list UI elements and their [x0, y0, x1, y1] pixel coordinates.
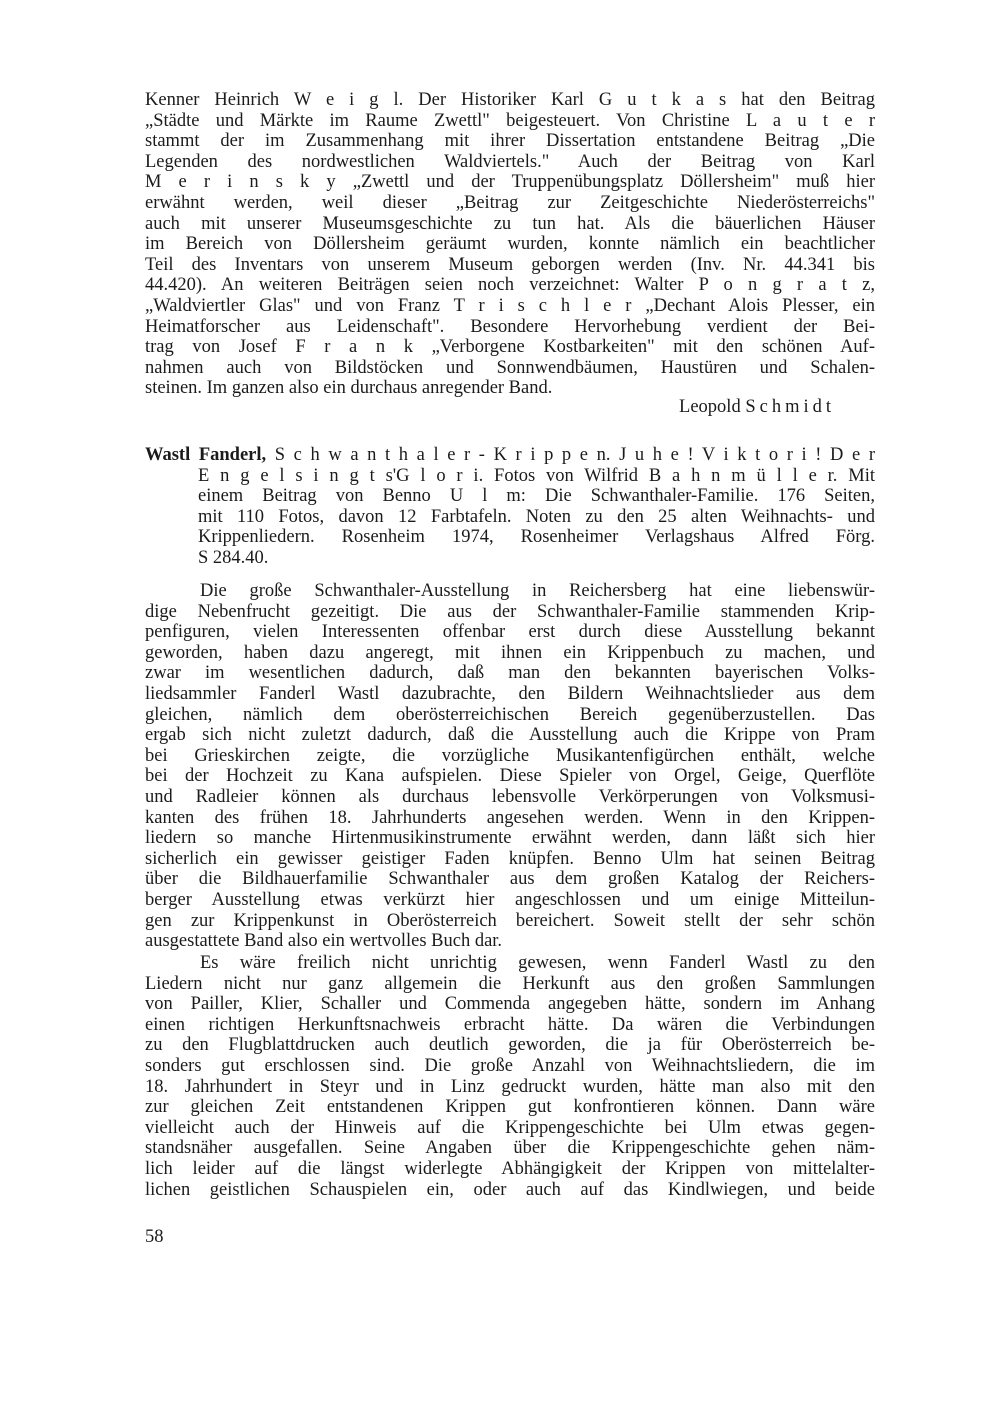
text-line: Kenner Heinrich W e i g l. Der Historiker Karl G u t k a s hat den Beitrag — [145, 90, 875, 110]
page-number: 58 — [145, 1227, 164, 1247]
text-line: steinen. Im ganzen also ein durchaus anregender Band. — [145, 378, 553, 399]
text-line: bei Grieskirchen zeigte, die vorzügliche Musikantenfigürchen enthält, welche — [145, 745, 875, 766]
text-line: M e r i n s k y „Zwettl und der Truppenübungsplatz Döllersheim" muß hier — [145, 172, 875, 193]
text-line: standsnäher ausgefallen. Seine Angaben über die Krippengeschichte gehen näm- — [145, 1138, 875, 1159]
text-line: und Radleier können als durchaus lebensvolle Verkörperungen von Volksmusi- — [145, 786, 875, 807]
text-line: sonders gut erschlossen sind. Die große Anzahl von Weihnachtsliedern, die im — [145, 1055, 875, 1076]
signature-first-name: Leopold — [679, 397, 741, 417]
book-title: S c h w a n t h a l e r - K r i p p e n. J u h e ! V i k t o r i ! D e r — [274, 445, 876, 465]
book-author: Wastl Fanderl, — [145, 445, 267, 465]
text-line: vielleicht auch der Hinweis auf die Krippengeschichte bei Ulm etwas gegen- — [145, 1117, 875, 1138]
text-line: 44.420). An weiteren Beiträgen seien noch verzeichnet: Walter P o n g r a t z, — [145, 275, 875, 296]
text-line: gleichen, nämlich dem oberösterreichischen Bereich gegenüberzustellen. Das — [145, 704, 875, 725]
text-line: Es wäre freilich nicht unrichtig gewesen, wenn Fanderl Wastl zu den — [200, 953, 875, 973]
reviewer-signature — [600, 397, 835, 418]
text-line: dige Nebenfrucht gezeitigt. Die aus der Schwanthaler-Familie stammenden Krip- — [145, 601, 875, 622]
text-line: liedsammler Fanderl Wastl dazubrachte, den Bildern Weihnachtslieder aus dem — [145, 683, 875, 704]
text-line: einem Beitrag von Benno U l m: Die Schwanthaler-Familie. 176 Seiten, — [198, 486, 875, 507]
signature-last-name: Schmidt — [745, 397, 835, 417]
text-line: bei der Hochzeit zu Kana aufspielen. Diese Spieler von Orgel, Geige, Querflöte — [145, 766, 875, 787]
text-line: ausgestattete Band also ein wertvolles Buch dar. — [145, 931, 503, 952]
text-line: lichen geistlichen Schauspielen ein, oder auch auf das Kindlwiegen, und beide — [145, 1179, 875, 1200]
text-line: nahmen auch von Bildstöcken und Sonnwendbäumen, Haustüren und Schalen- — [145, 357, 875, 378]
text-line: im Bereich von Döllersheim geräumt wurden, konnte nämlich ein beachtlicher — [145, 234, 875, 255]
text-line: E n g e l s i n g t s'G l o r i. Fotos von Wilfrid B a h n m ü l l e r. Mit — [198, 465, 875, 486]
text-line: zu den Flugblattdrucken auch deutlich geworden, die ja für Oberösterreich be- — [145, 1035, 875, 1056]
text-line: penfiguren, vielen Interessenten offenbar erst durch diese Ausstellung bekannt — [145, 622, 875, 643]
text-line — [145, 445, 875, 466]
review-paragraph-1 — [145, 581, 875, 952]
text-line: Krippenliedern. Rosenheim 1974, Rosenheimer Verlagshaus Alfred Förg. — [198, 527, 875, 548]
review-paragraph-weigl — [145, 90, 875, 399]
text-line: mit 110 Fotos, davon 12 Farbtafeln. Noten zu den 25 alten Weihnachts- und — [198, 506, 875, 527]
text-line: 18. Jahrhundert in Steyr und in Linz gedruckt wurden, hätte man also mit den — [145, 1076, 875, 1097]
text-line: Heimatforscher aus Leidenschaft". Besondere Hervorhebung verdient der Bei- — [145, 316, 875, 337]
text-line: liedern so manche Hirtenmusikinstrumente erwähnt werden, dann läßt sich hier — [145, 828, 875, 849]
text-line: Legenden des nordwestlichen Waldviertels." Auch der Beitrag von Karl — [145, 151, 875, 172]
text-line: über die Bildhauerfamilie Schwanthaler aus dem großen Katalog der Reichers- — [145, 869, 875, 890]
text-line: trag von Josef F r a n k „Verborgene Kostbarkeiten" mit den schönen Auf- — [145, 337, 875, 358]
bibliographic-entry — [145, 445, 875, 569]
text-line: geworden, haben dazu angeregt, mit ihnen ein Krippenbuch zu machen, und — [145, 642, 875, 663]
text-line: sicherlich ein gewisser geistiger Faden knüpfen. Benno Ulm hat seinen Beitrag — [145, 848, 875, 869]
text-line: von Pailler, Klier, Schaller und Commenda angegeben hätte, sondern im Anhang — [145, 994, 875, 1015]
text-line: Liedern nicht nur ganz allgemein die Herkunft aus den großen Sammlungen — [145, 973, 875, 994]
text-line: Die große Schwanthaler-Ausstellung in Reichersberg hat eine liebenswür- — [200, 581, 875, 601]
text-line: ergab sich nicht zuletzt dadurch, daß die Ausstellung auch die Krippe von Pram — [145, 725, 875, 746]
review-paragraph-2 — [145, 953, 875, 1200]
text-line: erwähnt werden, weil dieser „Beitrag zur Zeitgeschichte Niederösterreichs" — [145, 192, 875, 213]
text-line: „Waldviertler Glas" und von Franz T r i s c h l e r „Dechant Alois Plesser, ein — [145, 295, 875, 316]
text-line: Teil des Inventars von unserem Museum geborgen werden (Inv. Nr. 44.341 bis — [145, 254, 875, 275]
text-line: einen richtigen Herkunftsnachweis erbracht hätte. Da wären die Verbindungen — [145, 1014, 875, 1035]
text-line: auch mit unserer Museumsgeschichte zu tun hat. Als die bäuerlichen Häuser — [145, 213, 875, 234]
text-line: S 284.40. — [198, 547, 269, 568]
text-line: zur gleichen Zeit entstandenen Krippen gut konfrontieren können. Dann wäre — [145, 1097, 875, 1118]
text-line: lich leider auf die längst widerlegte Abhängigkeit der Krippen von mittelalter- — [145, 1158, 875, 1179]
text-line: zwar im wesentlichen dadurch, daß man den bekannten bayerischen Volks- — [145, 663, 875, 684]
text-line: stammt der im Zusammenhang mit ihrer Dissertation entstandene Beitrag „Die — [145, 131, 875, 152]
text-line: gen zur Krippenkunst in Oberösterreich bereichert. Soweit stellt der sehr schön — [145, 910, 875, 931]
text-line: kanten des frühen 18. Jahrhunderts angesehen werden. Wenn in den Krippen- — [145, 807, 875, 828]
text-line: „Städte und Märkte im Raume Zwettl" beigesteuert. Von Christine L a u t e r — [145, 110, 875, 131]
text-line: berger Ausstellung etwas verkürzt hier angeschlossen und um einige Mitteilun- — [145, 889, 875, 910]
